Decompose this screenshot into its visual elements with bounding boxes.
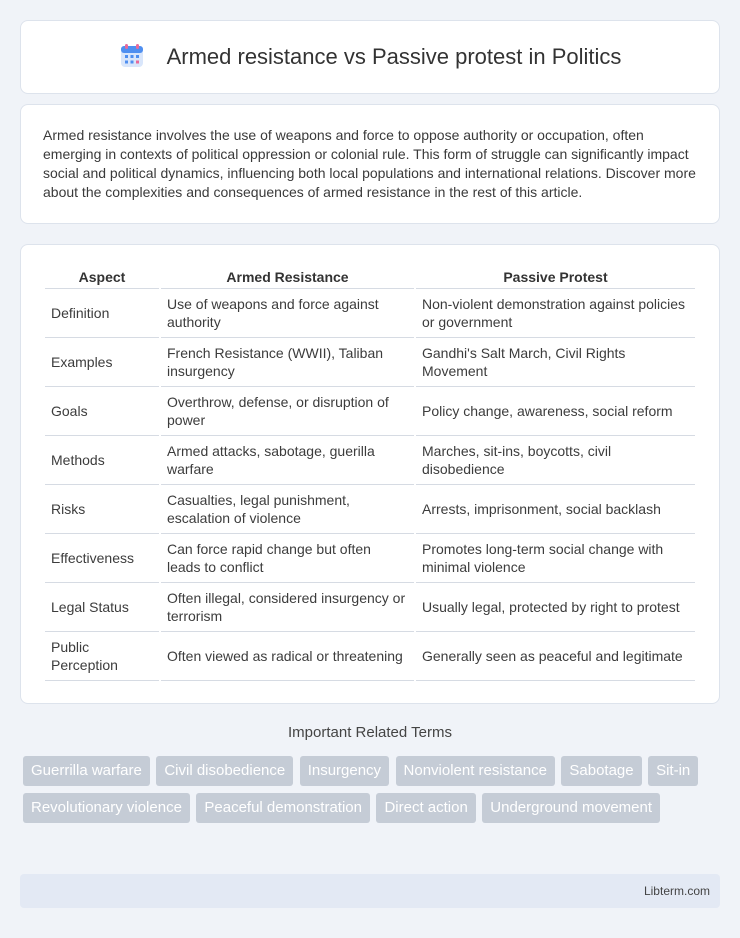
cell-aspect: Legal Status xyxy=(45,583,159,632)
cell-aspect: Effectiveness xyxy=(45,534,159,583)
cell-aspect: Examples xyxy=(45,338,159,387)
table-row xyxy=(45,289,695,338)
related-term-tag[interactable]: Sabotage xyxy=(561,756,641,786)
comparison-table-card xyxy=(20,244,720,704)
calendar-grid-icon xyxy=(119,43,145,69)
cell-armed: Overthrow, defense, or disruption of power xyxy=(161,387,414,436)
cell-armed: Often viewed as radical or threatening xyxy=(161,632,414,681)
cell-passive: Non-violent demonstration against policies or government xyxy=(416,289,695,338)
table-row xyxy=(45,436,695,485)
cell-passive: Gandhi's Salt March, Civil Rights Movement xyxy=(416,338,695,387)
table-row xyxy=(45,583,695,632)
cell-passive: Generally seen as peaceful and legitimate xyxy=(416,632,695,681)
table-row xyxy=(45,534,695,583)
related-terms-list xyxy=(23,756,723,830)
title-card xyxy=(20,20,720,94)
table-row xyxy=(45,485,695,534)
cell-passive: Promotes long-term social change with minimal violence xyxy=(416,534,695,583)
cell-aspect: Definition xyxy=(45,289,159,338)
cell-armed: Casualties, legal punishment, escalation of violence xyxy=(161,485,414,534)
cell-armed: Often illegal, considered insurgency or terrorism xyxy=(161,583,414,632)
related-term-tag[interactable]: Insurgency xyxy=(300,756,389,786)
comparison-table xyxy=(43,265,697,681)
cell-aspect: Risks xyxy=(45,485,159,534)
cell-passive: Usually legal, protected by right to protest xyxy=(416,583,695,632)
cell-aspect: Public Perception xyxy=(45,632,159,681)
related-term-tag[interactable]: Nonviolent resistance xyxy=(396,756,555,786)
cell-passive: Policy change, awareness, social reform xyxy=(416,387,695,436)
intro-card xyxy=(20,104,720,224)
related-term-tag[interactable]: Peaceful demonstration xyxy=(196,793,370,823)
cell-armed: Can force rapid change but often leads to conflict xyxy=(161,534,414,583)
table-row xyxy=(45,387,695,436)
table-row xyxy=(45,338,695,387)
cell-passive: Arrests, imprisonment, social backlash xyxy=(416,485,695,534)
related-term-tag[interactable]: Underground movement xyxy=(482,793,660,823)
cell-armed: French Resistance (WWII), Taliban insurgency xyxy=(161,338,414,387)
related-term-tag[interactable]: Direct action xyxy=(376,793,475,823)
column-header-passive: Passive Protest xyxy=(416,265,695,289)
related-term-tag[interactable]: Civil disobedience xyxy=(156,756,293,786)
cell-armed: Use of weapons and force against authority xyxy=(161,289,414,338)
cell-armed: Armed attacks, sabotage, guerilla warfare xyxy=(161,436,414,485)
footer xyxy=(20,874,720,908)
cell-passive: Marches, sit-ins, boycotts, civil disobedience xyxy=(416,436,695,485)
page-title: Armed resistance vs Passive protest in Politics xyxy=(166,44,622,69)
column-header-armed: Armed Resistance xyxy=(161,265,414,289)
related-term-tag[interactable]: Revolutionary violence xyxy=(23,793,190,823)
related-term-tag[interactable]: Sit-in xyxy=(648,756,698,786)
footer-brand-link[interactable]: Libterm.com xyxy=(643,884,710,898)
related-term-tag[interactable]: Guerrilla warfare xyxy=(23,756,150,786)
table-header-row xyxy=(45,265,695,289)
related-terms-title: Important Related Terms xyxy=(288,724,452,741)
column-header-aspect: Aspect xyxy=(45,265,159,289)
intro-text: Armed resistance involves the use of weapons and force to oppose authority or occupation, often emerging in contexts of political oppression or colonial rule. This form of struggle can significantly impact social and political dynamics, influencing both local populations and international relations. Discover more about the complexities and consequences of armed resistance in the rest of this article. xyxy=(43,127,696,200)
cell-aspect: Goals xyxy=(45,387,159,436)
table-row xyxy=(45,632,695,681)
cell-aspect: Methods xyxy=(45,436,159,485)
